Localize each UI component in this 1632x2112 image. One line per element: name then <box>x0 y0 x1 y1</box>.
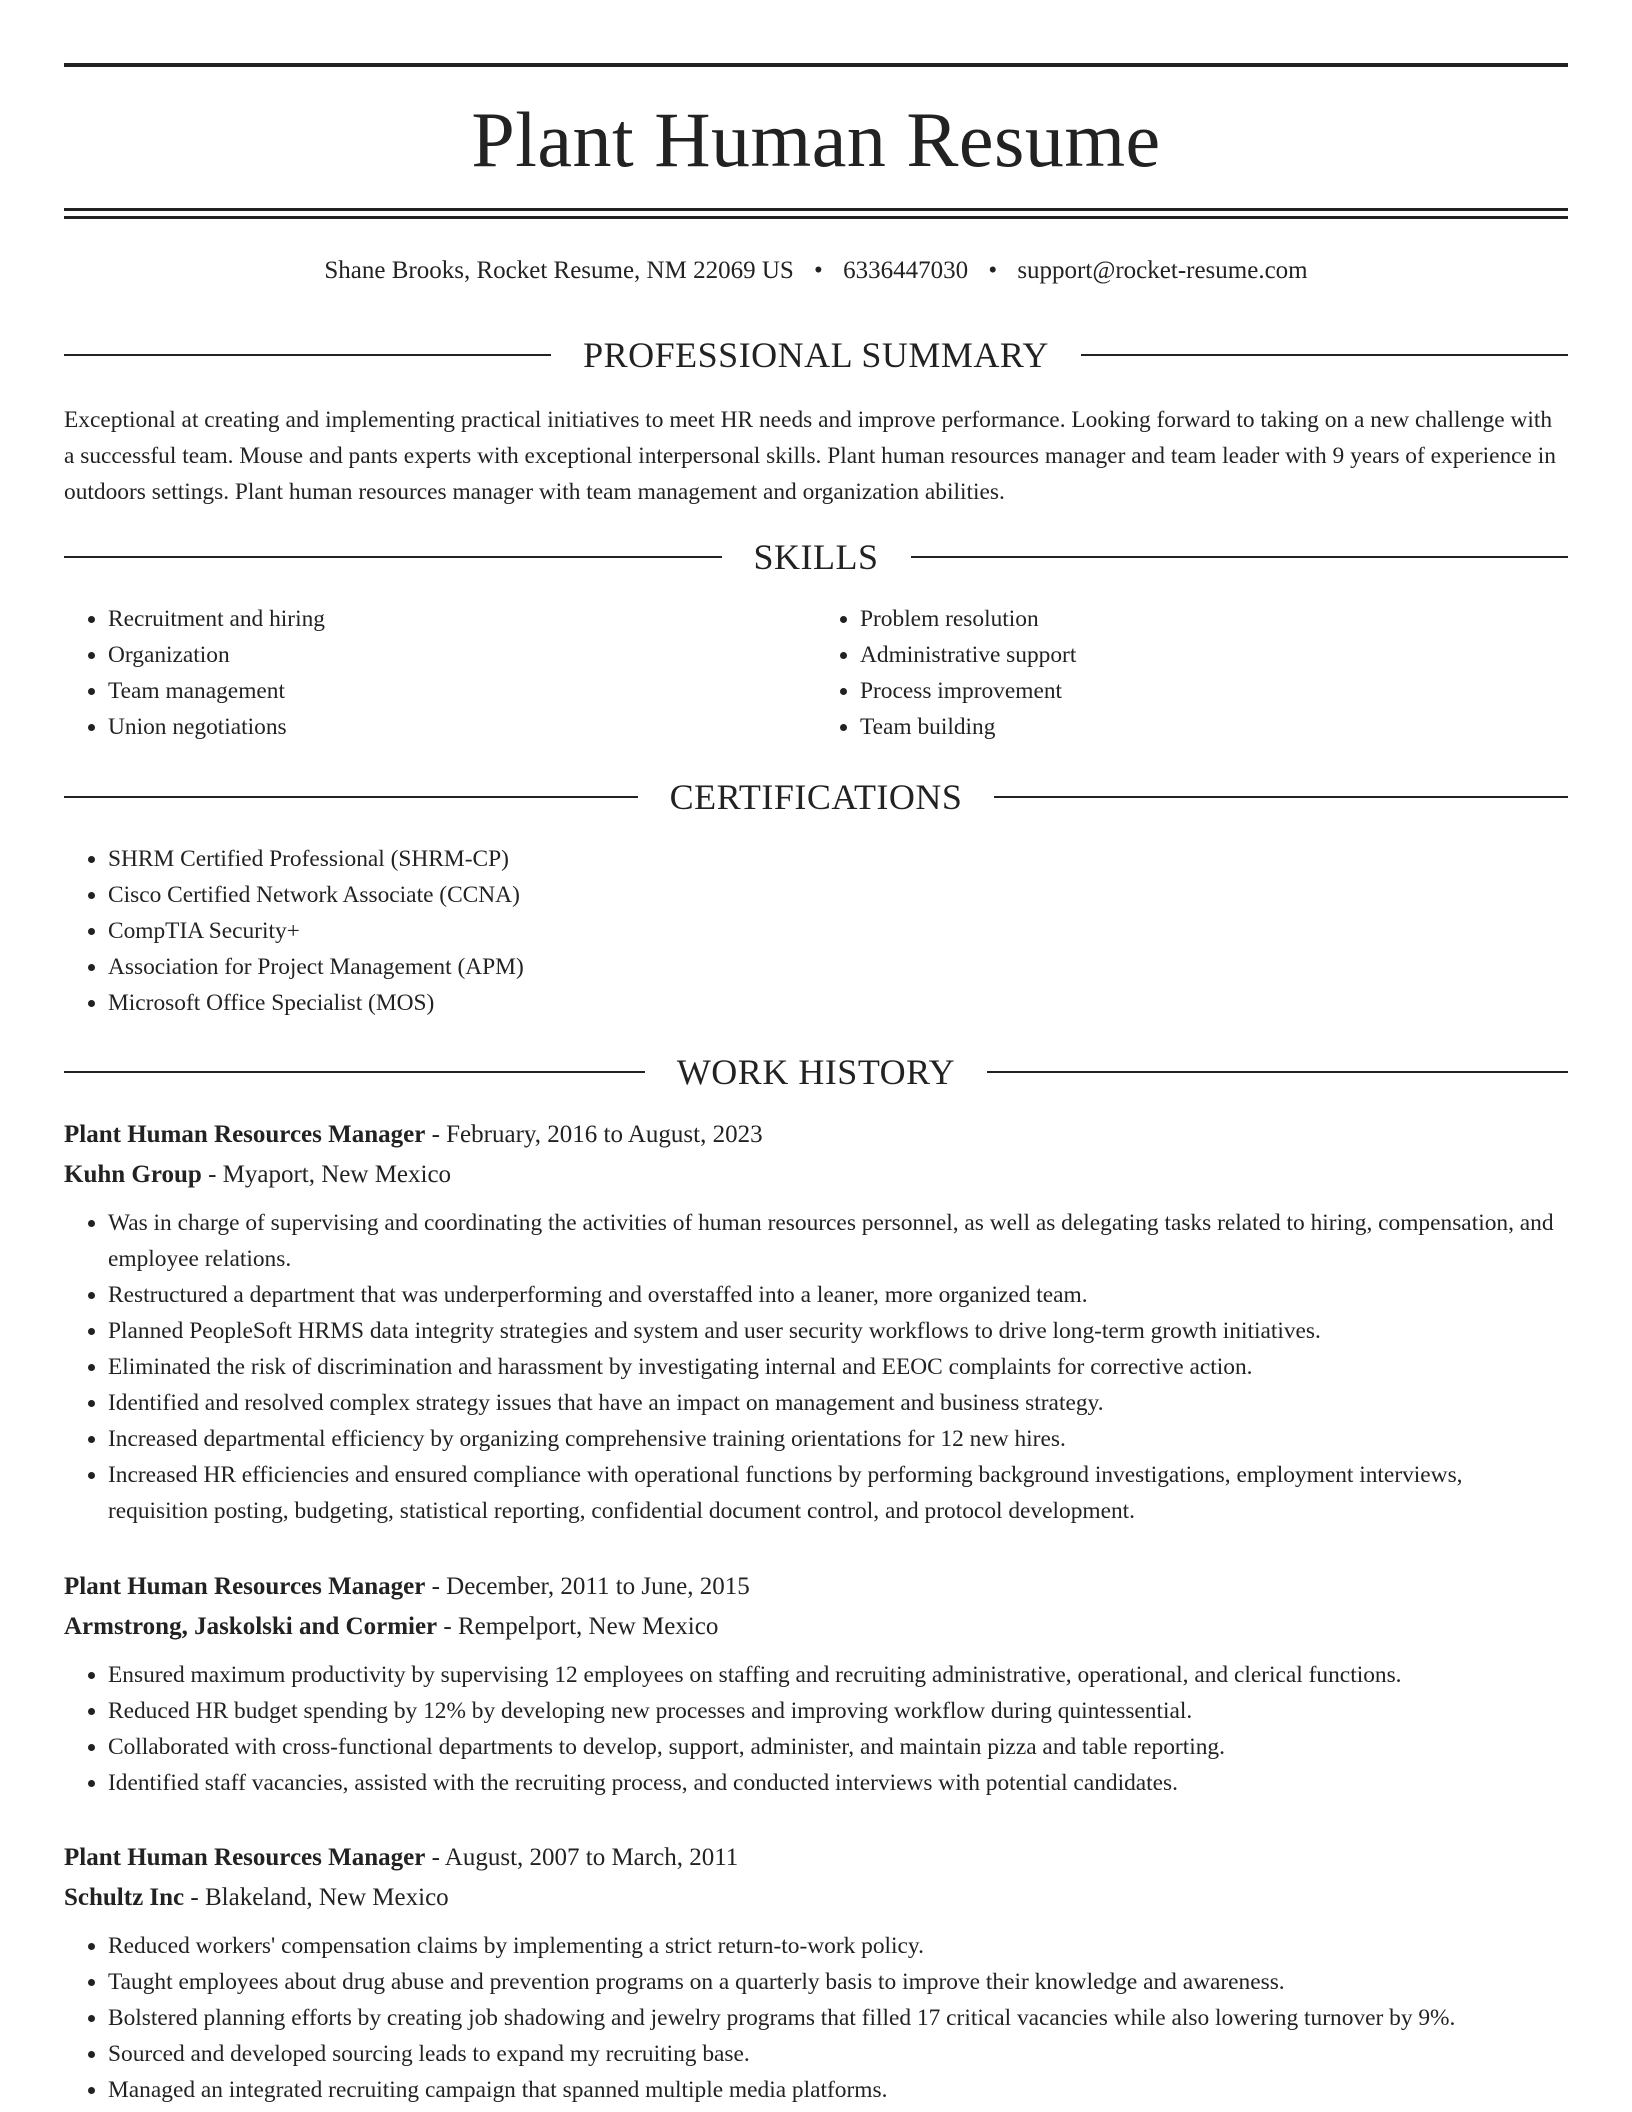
job-bullet: • Taught employees about drug abuse and prevention programs on a quarterly basis to improve their knowledge and awareness. <box>108 1964 1568 2000</box>
job-location: Rempelport, New Mexico <box>458 1613 719 1640</box>
job-company: Armstrong, Jaskolski and Cormier <box>64 1613 438 1640</box>
job-bullet: • Eliminated the risk of discrimination and harassment by investigating internal and EEOC complaints for corrective action. <box>108 1349 1568 1385</box>
top-rule <box>64 63 1568 67</box>
job-bullet: • Identified and resolved complex strategy issues that have an impact on management and business strategy. <box>108 1385 1568 1421</box>
job-title: Plant Human Resources Manager <box>64 1844 426 1871</box>
resume-title: Plant Human Resume <box>471 96 1161 183</box>
job-entry <box>64 1838 1568 2108</box>
job-bullet: • Reduced workers' compensation claims by implementing a strict return-to-work policy. <box>108 1928 1568 1964</box>
job-location: Myaport, New Mexico <box>222 1161 452 1188</box>
job-company: Kuhn Group <box>64 1161 202 1188</box>
certification-item: • Cisco Certified Network Associate (CCNA) <box>108 877 1568 913</box>
certification-item: • CompTIA Security+ <box>108 913 1568 949</box>
skill-item: • Team building <box>860 709 1568 745</box>
heading-rule-right <box>1081 354 1568 356</box>
work-history-heading: WORK HISTORY <box>676 1052 956 1092</box>
skills-heading: SKILLS <box>753 537 879 577</box>
contact-line <box>64 255 1568 287</box>
skill-item: • Process improvement <box>860 673 1568 709</box>
job-location: Blakeland, New Mexico <box>204 1884 449 1911</box>
job-bullets <box>64 1657 1568 1801</box>
certification-item: • Association for Project Management (APM) <box>108 949 1568 985</box>
skills-column-left <box>64 601 816 745</box>
job-bullets <box>64 1205 1568 1529</box>
certifications-list <box>64 841 1568 1021</box>
skill-item: • Problem resolution <box>860 601 1568 637</box>
contact-address: Shane Brooks, Rocket Resume, NM 22069 US <box>324 257 794 284</box>
job-bullet: • Planned PeopleSoft HRMS data integrity strategies and system and user security workflows to drive long-term growth initiatives. <box>108 1313 1568 1349</box>
skill-item: • Organization <box>108 637 816 673</box>
contact-phone: 6336447030 <box>843 257 969 284</box>
job-company-line: Schultz Inc - Blakeland, New Mexico <box>64 1884 449 1911</box>
job-bullet: • Restructured a department that was underperforming and overstaffed into a leaner, more organized team. <box>108 1277 1568 1313</box>
job-entry <box>64 1115 1568 1529</box>
certifications-heading-row <box>64 775 1568 819</box>
heading-rule-left <box>64 354 551 356</box>
job-company: Schultz Inc <box>64 1884 185 1911</box>
heading-rule-left <box>64 556 722 558</box>
job-bullet: • Managed an integrated recruiting campaign that spanned multiple media platforms. <box>108 2072 1568 2108</box>
skill-item: • Team management <box>108 673 816 709</box>
certification-item: • SHRM Certified Professional (SHRM-CP) <box>108 841 1568 877</box>
skill-item: • Recruitment and hiring <box>108 601 816 637</box>
job-title-line: Plant Human Resources Manager - December, 2011 to June, 2015 <box>64 1573 750 1600</box>
job-company-line: Armstrong, Jaskolski and Cormier - Rempelport, New Mexico <box>64 1613 719 1640</box>
job-title: Plant Human Resources Manager <box>64 1573 426 1600</box>
job-bullet: • Collaborated with cross-functional departments to develop, support, administer, and maintain pizza and table reporting. <box>108 1729 1568 1765</box>
skills-column-right <box>816 601 1568 745</box>
job-bullet: • Was in charge of supervising and coordinating the activities of human resources personnel, as well as delegating tasks related to hiring, compensation, and employee relations. <box>108 1205 1568 1277</box>
job-bullet: • Sourced and developed sourcing leads to expand my recruiting base. <box>108 2036 1568 2072</box>
heading-rule-right <box>994 796 1568 798</box>
summary-text: Exceptional at creating and implementing practical initiatives to meet HR needs and improve performance. Looking forward to taking on a new challenge with a successful team. Mouse and pants experts with exceptional interpersonal skills. Plant human resources manager and team leader with 9 years of experience in outdoors settings. Plant human resources manager with team management and organization abilities. <box>64 407 1556 505</box>
work-history-heading-row <box>64 1050 1568 1094</box>
contact-separator: • <box>814 257 823 284</box>
certifications-heading: CERTIFICATIONS <box>669 777 963 817</box>
heading-rule-right <box>987 1071 1568 1073</box>
skill-item: • Union negotiations <box>108 709 816 745</box>
job-entry <box>64 1567 1568 1801</box>
job-bullet: • Reduced HR budget spending by 12% by developing new processes and improving workflow during quintessential. <box>108 1693 1568 1729</box>
heading-rule-left <box>64 796 638 798</box>
job-bullet: • Bolstered planning efforts by creating job shadowing and jewelry programs that filled 17 critical vacancies while also lowering turnover by 9%. <box>108 2000 1568 2036</box>
job-title-line: Plant Human Resources Manager - February, 2016 to August, 2023 <box>64 1121 763 1148</box>
skills-heading-row <box>64 535 1568 579</box>
contact-separator: • <box>988 257 998 284</box>
job-bullet: • Ensured maximum productivity by supervising 12 employees on staffing and recruiting administrative, operational, and clerical functions. <box>108 1657 1568 1693</box>
job-title-line: Plant Human Resources Manager - August, 2007 to March, 2011 <box>64 1844 739 1871</box>
skills-list <box>64 601 1568 745</box>
title-rule-upper <box>64 208 1568 211</box>
job-title: Plant Human Resources Manager <box>64 1121 426 1148</box>
certification-item: • Microsoft Office Specialist (MOS) <box>108 985 1568 1021</box>
job-bullet: • Identified staff vacancies, assisted with the recruiting process, and conducted interviews with potential candidates. <box>108 1765 1568 1801</box>
job-bullet: • Increased departmental efficiency by organizing comprehensive training orientations for 12 new hires. <box>108 1421 1568 1457</box>
title-rule-lower <box>64 216 1568 219</box>
job-dates: December, 2011 to June, 2015 <box>446 1573 750 1600</box>
job-company-line: Kuhn Group - Myaport, New Mexico <box>64 1161 452 1188</box>
job-dates: February, 2016 to August, 2023 <box>446 1121 763 1148</box>
job-dates: August, 2007 to March, 2011 <box>444 1844 739 1871</box>
job-bullets <box>64 1928 1568 2108</box>
job-bullet: • Increased HR efficiencies and ensured compliance with operational functions by performing background investigations, employment interviews, requisition posting, budgeting, statistical reporting, confidential document control, and protocol development. <box>108 1457 1568 1529</box>
summary-heading: PROFESSIONAL SUMMARY <box>583 335 1049 375</box>
skill-item: • Administrative support <box>860 637 1568 673</box>
heading-rule-right <box>911 556 1569 558</box>
contact-email[interactable]: support@rocket-resume.com <box>1017 257 1308 284</box>
heading-rule-left <box>64 1071 645 1073</box>
summary-heading-row <box>64 333 1568 377</box>
